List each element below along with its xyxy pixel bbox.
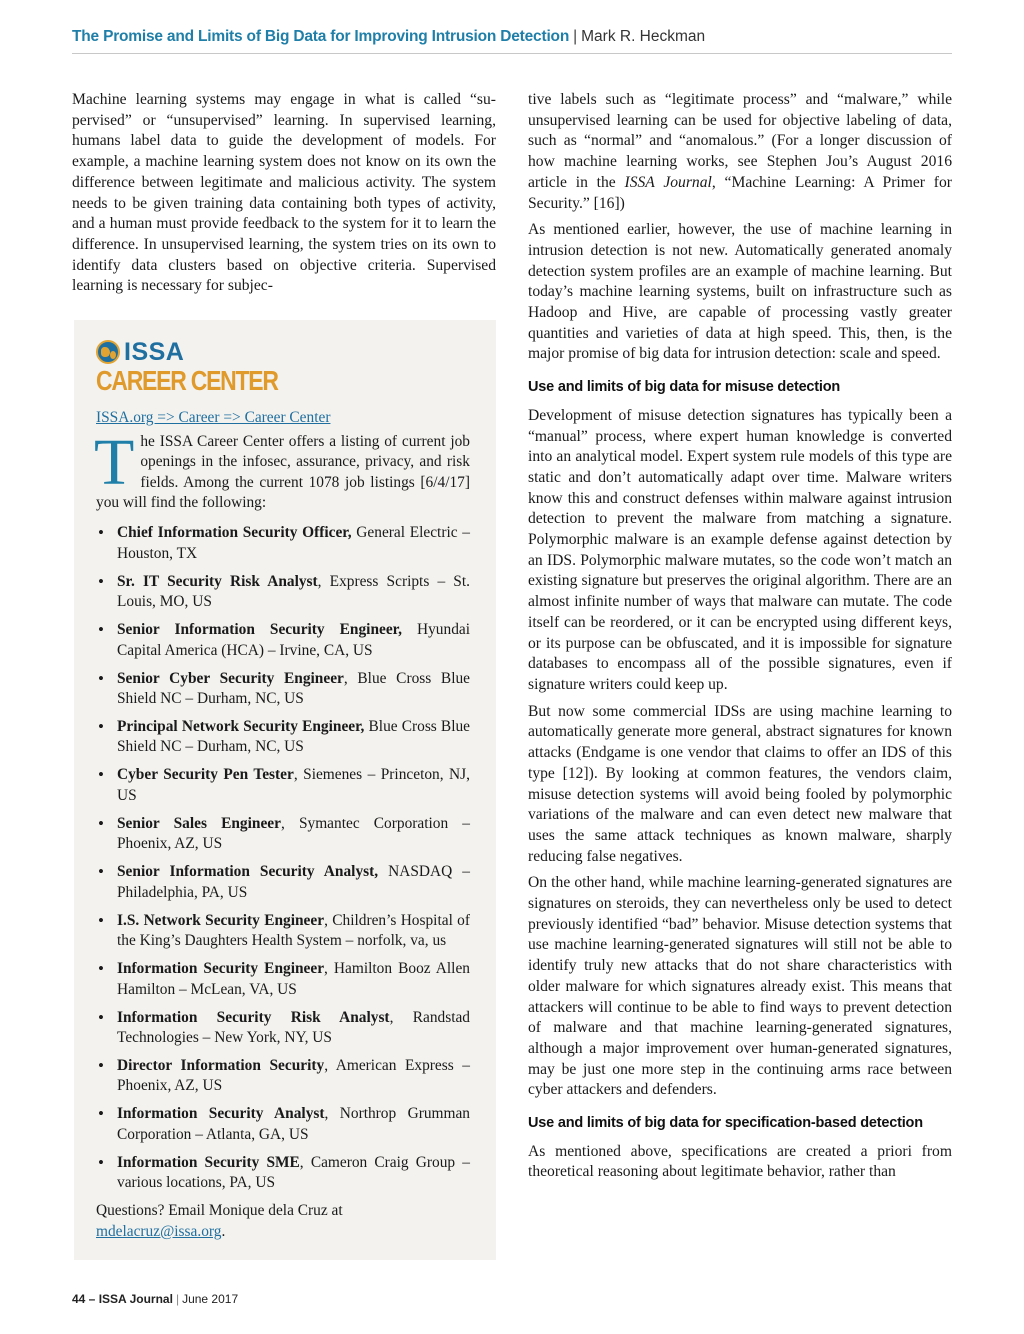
- job-item: • Senior Information Security Engineer, Hyundai Capital America (HCA) – Irvine, CA, US: [96, 620, 470, 661]
- issue-date: June 2017: [182, 1292, 239, 1306]
- sidebar-intro: [94, 425, 470, 514]
- drop-cap: T: [94, 425, 135, 499]
- logo-issa-text: ISSA: [124, 337, 185, 366]
- left-column: [72, 90, 496, 304]
- job-item: • Senior Cyber Security Engineer, Blue Cross Blue Shield NC – Durham, NC, US: [96, 669, 470, 710]
- job-item: • Chief Information Security Officer, General Electric – Houston, TX: [96, 523, 470, 564]
- body-paragraph: Development of misuse detection signatures has typically been a “manual” process, where expert human knowledge is converted into an analytical model. Expert system rule models of this type are static and don’t automatically adapt over time. Malware writers know this and construct defenses within malware against intrusion detection to prevent the malware from matching a signature. Polymorphic malware is an example defense against detection by an IDS. Polymorphic malware mutates, so the code won’t match an existing signature but preserves the original algorithm. There are an almost infinite number of ways that malware can mutate. The code itself can be reordered, or it can be encrypted using different keys, or its purpose can be obfuscated, and it is impossible for signature databases to encompass all of the possible signatures, even if signature writers could keep up.: [528, 406, 952, 693]
- job-item: • Information Security Engineer, Hamilton Booz Allen Hamilton – McLean, VA, US: [96, 959, 470, 1000]
- article-author: Mark R. Heckman: [581, 28, 706, 45]
- footer-separator: |: [175, 1292, 180, 1306]
- issa-career-center-logo: [96, 338, 470, 396]
- right-column: [528, 90, 952, 1189]
- body-paragraph: Machine learning systems may engage in what is called “supervised” or “unsupervised” learning. In supervised learning, humans label data to guide the development of models. For example, a machine learning system does not know on its own the difference between legitimate and malicious activity. The system needs to be given training data containing both types of activity, and a human must provide feedback to the system for it to learn the difference. In unsupervised learning, the system tries on its own to identify data clusters based on objective criteria. Supervised learning is necessary for subjec-: [72, 91, 496, 295]
- job-item: • I.S. Network Security Engineer, Children’s Hospital of the King’s Daughters Health System – norfolk, va, us: [96, 911, 470, 952]
- body-paragraph: On the other hand, while machine learning-generated signatures are signatures on steroids, they can nevertheless only be used to detect previously identified “bad” behavior. Misuse detection systems that use machine learning-generated signatures will still not be able to identify truly new attacks that do not share characteristics with older malware for which signatures already exist. This means that attackers will continue to be able to find ways to prevent detection of malware and that machine learning-generated signatures, although a major improvement over human-generated signatures, may be just one more step in the continuing arms race between cyber attackers and defenders.: [528, 874, 952, 1099]
- job-list: [96, 523, 470, 1193]
- globe-icon: [96, 340, 120, 364]
- questions-line: Questions? Email Monique dela Cruz at mdelacruz@issa.org.: [96, 1202, 343, 1240]
- job-item: • Director Information Security, American Express – Phoenix, AZ, US: [96, 1056, 470, 1097]
- job-item: • Cyber Security Pen Tester, Siemenes – Princeton, NJ, US: [96, 765, 470, 806]
- section-heading-specification: Use and limits of big data for specification-based detection: [528, 1115, 923, 1132]
- job-item: • Information Security SME, Cameron Craig Group – various locations, PA, US: [96, 1153, 470, 1194]
- body-paragraph: But now some commercial IDSs are using machine learning to automatically generate more general, abstract signatures for known attacks (Endgame is one vendor that claims to offer an IDS of this type [12]). By looking at common features, the vendors claim, misuse detection systems will avoid being fooled by polymorphic variations of the malware and can even detect new malware that uses the same attack techniques as known malware, sharply reducing false negatives.: [528, 702, 952, 865]
- article-title: The Promise and Limits of Big Data for Improving Intrusion Detection: [72, 28, 570, 45]
- email-link[interactable]: mdelacruz@issa.org: [96, 1222, 222, 1240]
- body-paragraph: tive labels such as “legitimate process” and “malware,” while unsupervised learning can be used for objective labeling of data, such as “normal” and “anomalous.” (For a longer discussion of how machine learning works, see Stephen Jou’s August 2016 article in the ISSA Journal, “Machine Learning: A Primer for Security.” [16]): [528, 91, 952, 212]
- body-paragraph: As mentioned earlier, however, the use of machine learning in intrusion detection is not new. Automatically generated anomaly detection system profiles are an example of machine learning. But today’s machine learning systems, built on infrastructure such as Hadoop and Hive, are capable of processing vastly greater quantities and varieties of data at high speed. This, then, is the major promise of big data for intrusion detection: scale and speed.: [528, 221, 952, 363]
- job-item: • Principal Network Security Engineer, Blue Cross Blue Shield NC – Durham, NC, US: [96, 717, 470, 758]
- page-number: 44 – ISSA Journal: [72, 1292, 173, 1306]
- page-footer: [72, 1292, 238, 1306]
- job-item: • Senior Information Security Analyst, NASDAQ – Philadelphia, PA, US: [96, 862, 470, 903]
- job-item: • Information Security Risk Analyst, Randstad Technologies – New York, NY, US: [96, 1008, 470, 1049]
- intro-text: he ISSA Career Center offers a listing of current job openings in the infosec, assurance, privacy, and risk fields. Among the current 1078 job listings [6/4/17] you will find the following:: [96, 432, 470, 512]
- job-item: • Information Security Analyst, Northrop Grumman Corporation – Atlanta, GA, US: [96, 1104, 470, 1145]
- career-center-sidebar: [74, 320, 496, 1260]
- header-separator: |: [573, 28, 578, 45]
- career-center-link[interactable]: ISSA.org => Career => Career Center: [96, 409, 331, 427]
- logo-career-center-text: CAREER CENTER: [96, 365, 278, 396]
- body-paragraph: As mentioned above, specifications are created a priori from theoretical reasoning about legitimate behavior, rather than: [528, 1142, 952, 1181]
- journal-name: ISSA Journal: [624, 173, 712, 191]
- running-header: [72, 28, 952, 54]
- job-item: • Sr. IT Security Risk Analyst, Express Scripts – St. Louis, MO, US: [96, 572, 470, 613]
- section-heading-misuse: Use and limits of big data for misuse detection: [528, 379, 841, 396]
- job-item: • Senior Sales Engineer, Symantec Corporation – Phoenix, AZ, US: [96, 814, 470, 855]
